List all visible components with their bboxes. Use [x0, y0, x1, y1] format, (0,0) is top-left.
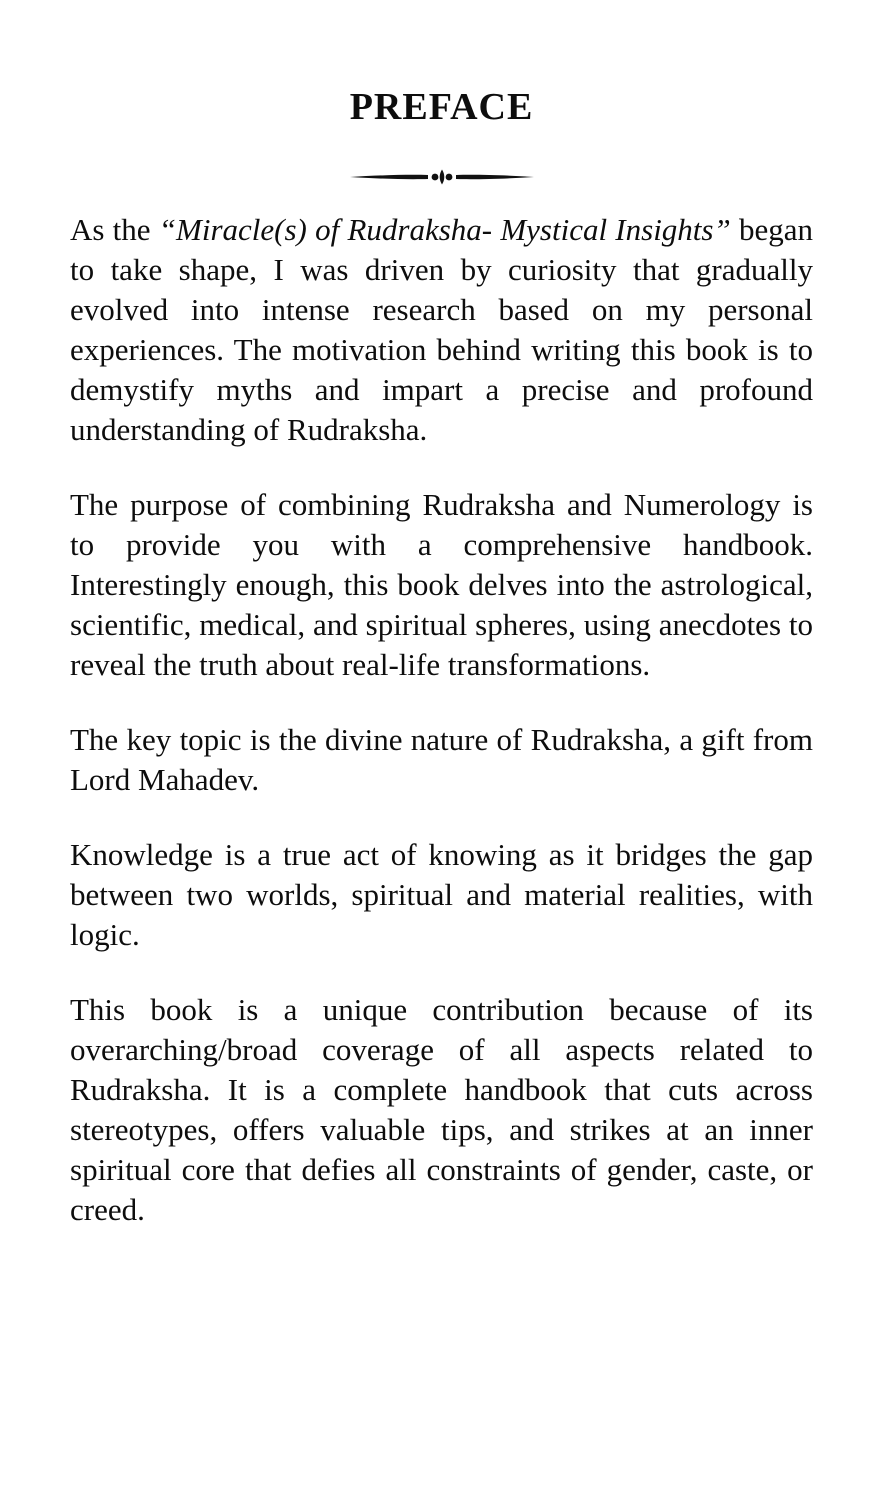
- text-segment: The purpose of combining Rudraksha and Numerology is to provide you with a comprehensive handbook. Interestingly enough, this book delves into the astrological, scientific, medical, and spiritual spheres, using anecdotes to reveal the truth about real-life transformations.: [70, 487, 813, 682]
- divider-ornament-icon: [350, 169, 534, 185]
- paragraph: [70, 210, 813, 450]
- book-page: [0, 88, 883, 1506]
- divider-ornament: [70, 169, 813, 185]
- paragraph: [70, 720, 813, 800]
- text-segment: Knowledge is a true act of knowing as it bridges the gap between two worlds, spiritual and material realities, with logic.: [70, 837, 813, 952]
- page-title: PREFACE: [349, 86, 534, 128]
- text-segment: As the: [70, 212, 159, 247]
- paragraph: [70, 835, 813, 955]
- book-title-phrase: “Miracle(s) of Rudraksha- Mystical Insights”: [158, 212, 731, 247]
- paragraph: [70, 990, 813, 1230]
- text-segment: began to take shape, I was driven by curiosity that gradually evolved into intense research based on my personal experiences. The motivation behind writing this book is to demystify myths and impart a precise and profound understanding of Rudraksha.: [70, 212, 813, 447]
- paragraph: [70, 485, 813, 685]
- preface-text: [70, 210, 813, 1230]
- text-segment: This book is a unique contribution because of its overarching/broad coverage of all aspects related to Rudraksha. It is a complete handbook that cuts across stereotypes, offers valuable tips, and strikes at an inner spiritual core that defies all constraints of gender, caste, or creed.: [70, 992, 813, 1227]
- text-segment: The key topic is the divine nature of Rudraksha, a gift from Lord Mahadev.: [70, 722, 813, 797]
